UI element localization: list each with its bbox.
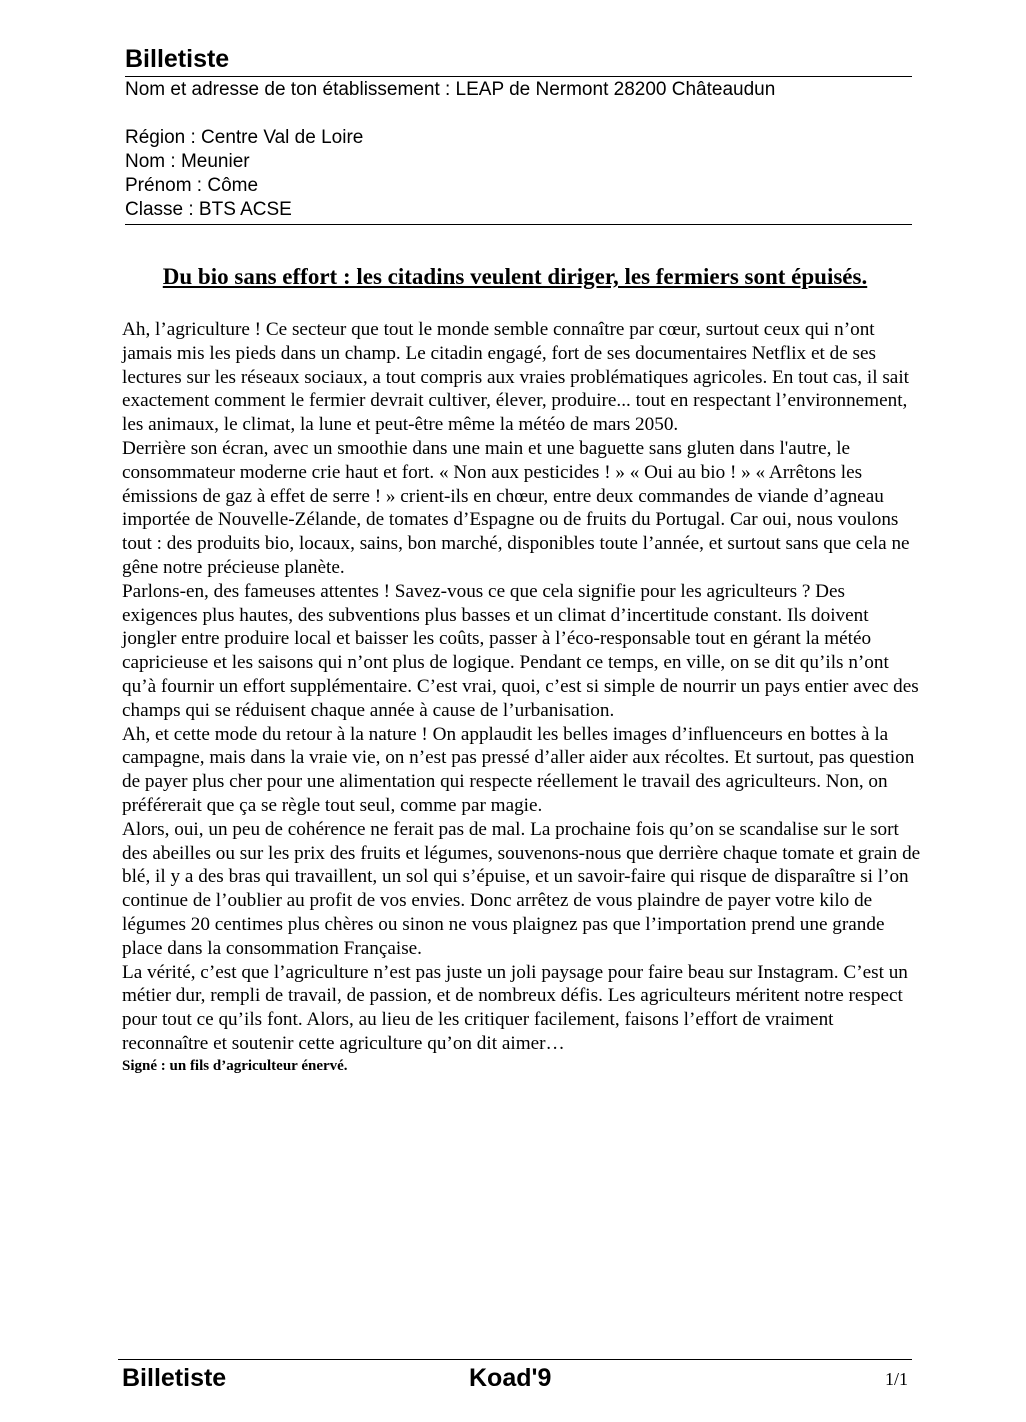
footer-brand: Billetiste xyxy=(122,1364,227,1392)
paragraph: Ah, et cette mode du retour à la nature ! On applaudit les belles images d’influenceurs en bottes à la campagne, mais dans la vraie vie, on n’est pas pressé d’aller aider aux récoltes. Et surtout, pas question de payer plus cher pour une alimentation qui respecte réellement le travail des agriculteurs. Non, on préférerait que ça se règle tout seul, comme par magie. xyxy=(122,723,915,816)
field-nom: Nom : Meunier xyxy=(125,151,250,172)
header-title: Billetiste xyxy=(125,44,912,77)
article-body xyxy=(122,318,922,1076)
document-header xyxy=(125,44,912,225)
header-fields xyxy=(125,77,912,225)
field-prenom: Prénom : Côme xyxy=(125,175,259,196)
paragraph: La vérité, c’est que l’agriculture n’est pas juste un joli paysage pour faire beau sur Instagram. C’est un métier dur, rempli de travail, de passion, et de nombreux défis. Les agriculteurs méritent notre respect pour tout ce qu’ils font. Alors, au lieu de les critiquer facilement, faisons l’effort de vraiment reconnaître et soutenir cette agriculture qu’on dit aimer… xyxy=(122,961,908,1054)
paragraph: Parlons-en, des fameuses attentes ! Savez-vous ce que cela signifie pour les agriculteurs ? Des exigences plus hautes, des subventions plus basses et un climat d’incertitude constant. Ils doivent jongler entre produire local et baisser les coûts, passer à l’éco-responsable tout en gérant la météo capricieuse et les saisons qui n’ont plus de logique. Pendant ce temps, en ville, on se dit qu’ils n’ont qu’à fournir un effort supplémentaire. C’est vrai, quoi, c’est si simple de nourrir un pays entier avec des champs qui se réduisent chaque année à cause de l’urbanisation. xyxy=(122,580,919,721)
paragraph: Ah, l’agriculture ! Ce secteur que tout le monde semble connaître par cœur, surtout ceux qui n’ont jamais mis les pieds dans un champ. Le citadin engagé, fort de ses documentaires Netflix et de ses lectures sur les réseaux sociaux, a tout compris aux vraies problématiques agricoles. En tout cas, il sait exactement comment le fermier devrait cultiver, élever, produire... tout en respectant l’environnement, les animaux, le climat, la lune et peut-être même la météo de mars 2050. xyxy=(122,319,909,436)
paragraph: Alors, oui, un peu de cohérence ne ferait pas de mal. La prochaine fois qu’on se scandalise sur le sort des abeilles ou sur les prix des fruits et légumes, souvenons-nous que derrière chaque tomate et grain de blé, il y a des bras qui travaillent, un sol qui s’épuise, et un savoir-faire qui risque de disparaître si l’on continue de l’oublier au profit de vos envies. Donc arrêtez de vous plaindre de payer votre kilo de légumes 20 centimes plus chères ou sinon ne vous plaignez pas que l’importation prend une grande place dans la consommation Française. xyxy=(122,818,921,959)
page-number: 1/1 xyxy=(884,1369,908,1389)
article-title: Du bio sans effort : les citadins veulent diriger, les fermiers sont épuisés. xyxy=(162,264,868,289)
signature: Signé : un fils d’agriculteur énervé. xyxy=(122,1057,348,1074)
document-footer xyxy=(118,1359,912,1400)
spacer xyxy=(125,102,912,126)
field-etablissement: Nom et adresse de ton établissement : LEAP de Nermont 28200 Châteaudun xyxy=(125,79,776,100)
footer-publication: Koad'9 xyxy=(469,1364,552,1392)
paragraph: Derrière son écran, avec un smoothie dans une main et une baguette sans gluten dans l'autre, le consommateur moderne crie haut et fort. « Non aux pesticides ! » « Oui au bio ! » « Arrêtons les émissions de gaz à effet de serre ! » crient-ils en chœur, entre deux commandes de viande d’agneau importée de Nouvelle-Zélande, de tomates d’Espagne ou de fruits du Portugal. Car oui, nous voulons tout : des produits bio, locaux, sains, bon marché, disponibles toute l’année, et surtout sans que cela ne gêne notre précieuse planète. xyxy=(122,437,910,578)
field-region: Région : Centre Val de Loire xyxy=(125,127,364,148)
field-classe: Classe : BTS ACSE xyxy=(125,199,292,220)
